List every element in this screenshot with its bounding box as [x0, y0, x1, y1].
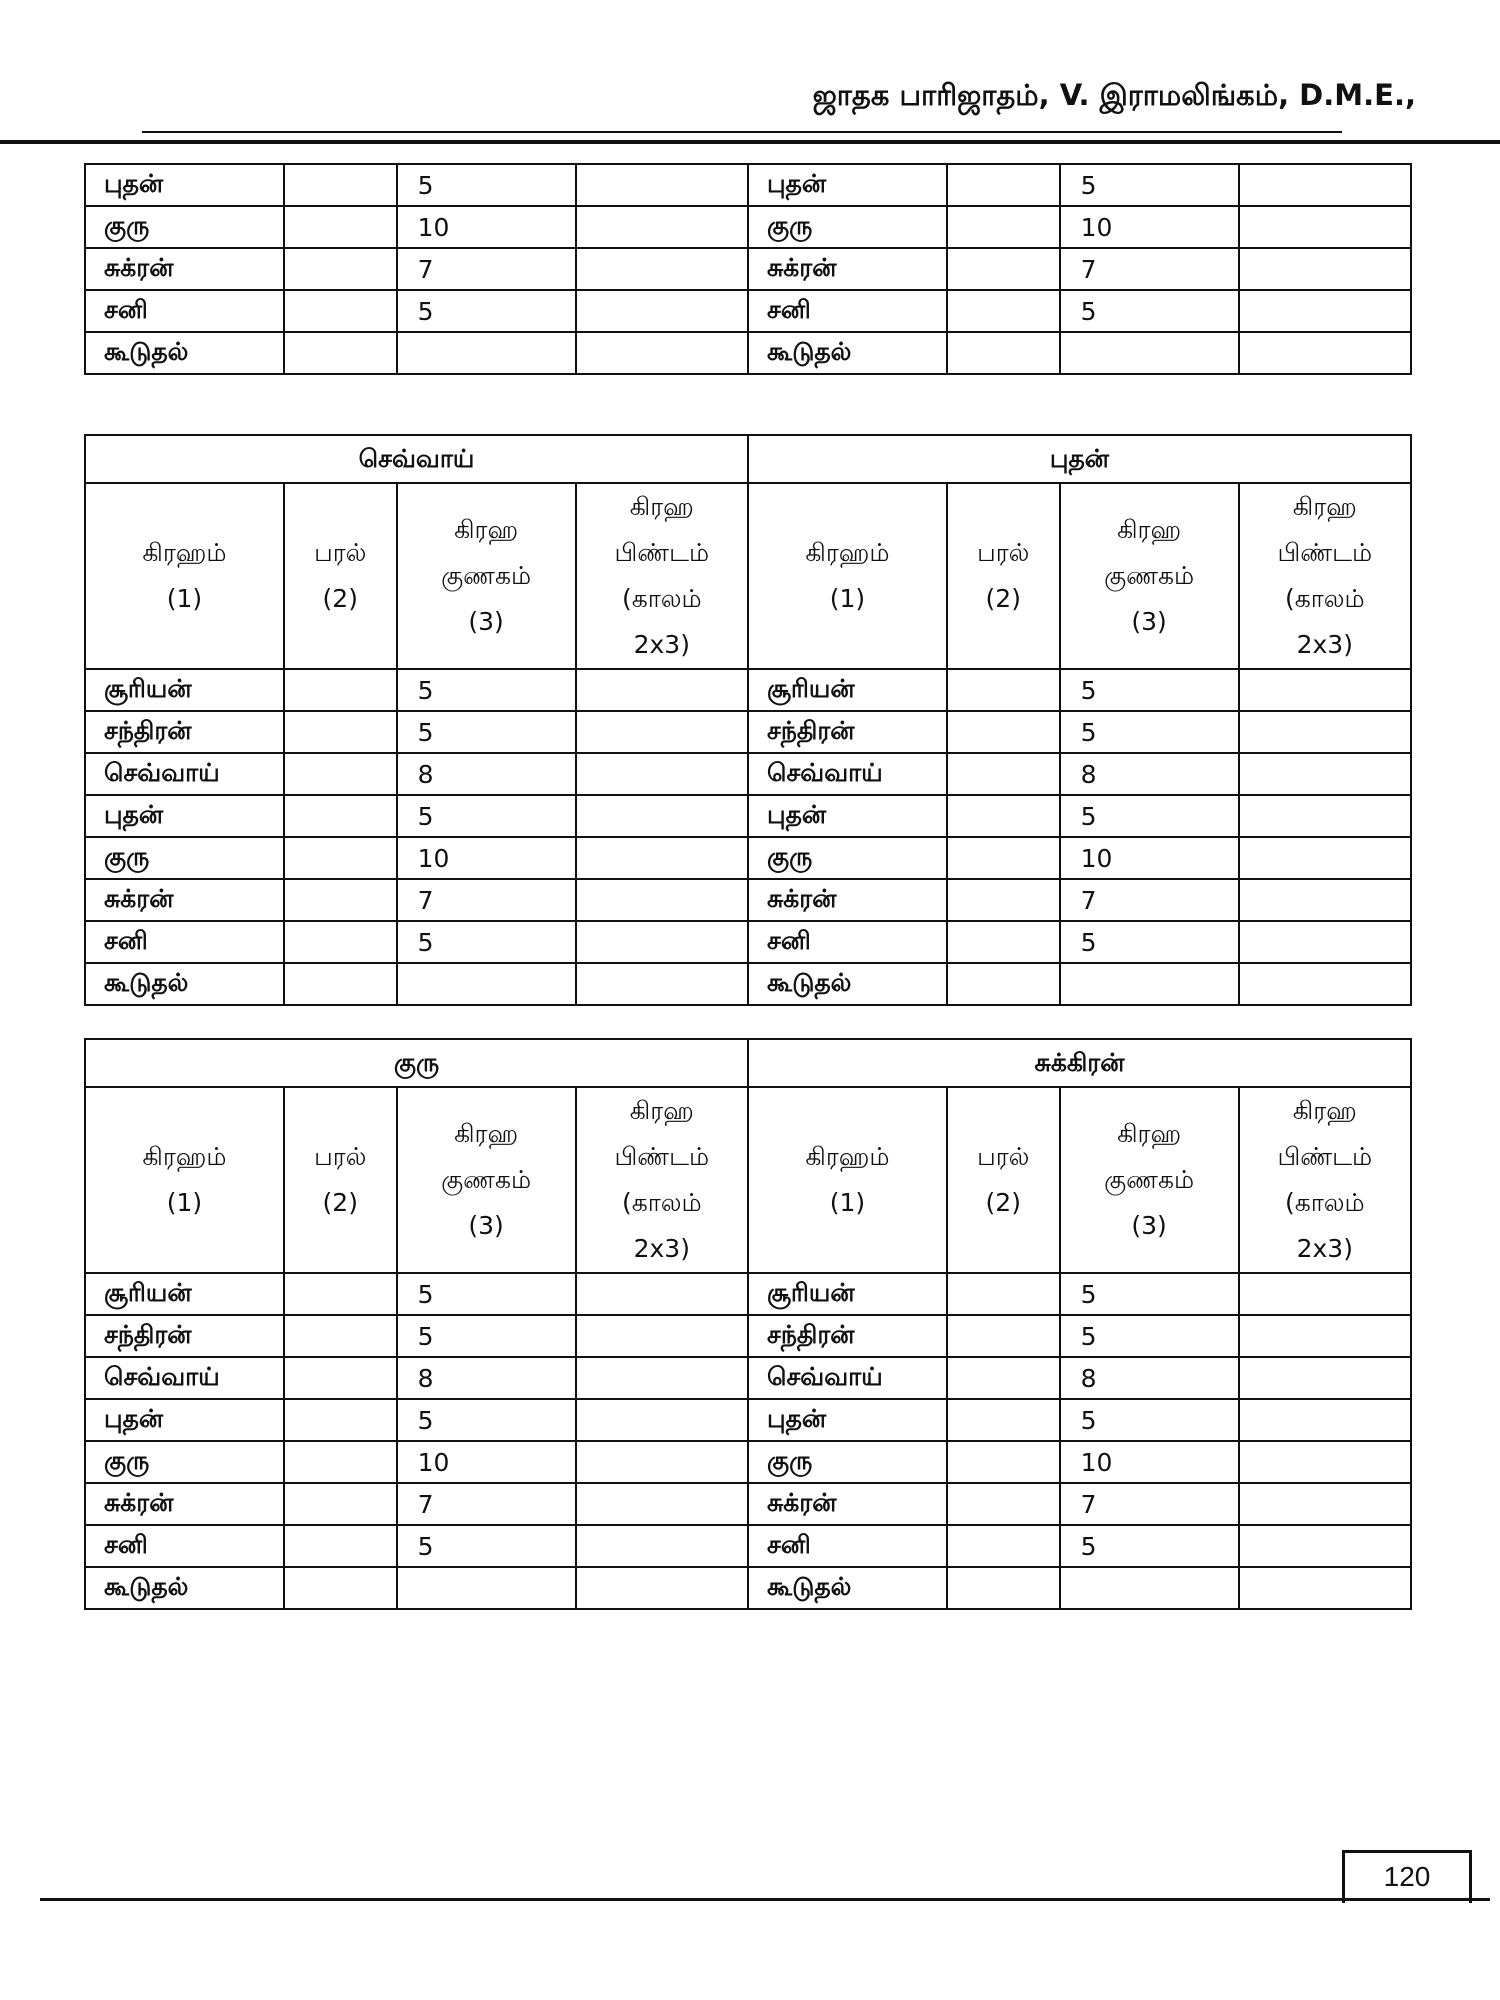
column-header-line: (3) [468, 1211, 504, 1240]
gunakam-cell: 5 [397, 1399, 576, 1441]
pindam-cell [576, 669, 748, 711]
pindam-cell [576, 248, 748, 290]
section-half-right [747, 434, 1412, 1006]
pindam-cell [576, 1315, 748, 1357]
pindam-cell [576, 795, 748, 837]
pindam-cell [576, 711, 748, 753]
gunakam-cell: 10 [397, 1441, 576, 1483]
section-table-1 [84, 434, 1412, 1006]
column-header-line: 2x3) [633, 1234, 690, 1263]
column-header-pindam [1239, 483, 1411, 669]
planet-cell: குரு [85, 206, 284, 248]
pindam-cell [576, 1525, 748, 1567]
column-header-line: குணகம் [1104, 561, 1195, 590]
planet-cell: புதன் [85, 1399, 284, 1441]
table-row [748, 1399, 1411, 1441]
pindam-cell [1239, 837, 1411, 879]
paral-cell [284, 248, 397, 290]
column-header-line: பிண்டம் [614, 538, 710, 567]
planet-cell: குரு [748, 206, 947, 248]
column-header-planet [748, 483, 947, 669]
pindam-cell [1239, 1567, 1411, 1609]
gunakam-cell: 8 [397, 1357, 576, 1399]
paral-cell [284, 963, 397, 1005]
planet-cell: செவ்வாய் [748, 1357, 947, 1399]
pindam-cell [576, 1399, 748, 1441]
column-header-line: கிரஹம் [805, 538, 890, 567]
column-header-line: கிரஹ [1292, 1096, 1357, 1125]
paral-cell [284, 1483, 397, 1525]
table-row [748, 921, 1411, 963]
header-rule-thin [142, 131, 1342, 133]
column-header-line: கிரஹ [1117, 515, 1182, 544]
pindam-cell [576, 1357, 748, 1399]
paral-cell [947, 248, 1060, 290]
table-row [85, 290, 748, 332]
column-header-line: (1) [166, 584, 203, 613]
column-header-paral [284, 1087, 397, 1273]
column-header-line: பரல் [314, 538, 367, 567]
planet-cell: சந்திரன் [85, 1315, 284, 1357]
gunakam-cell [1060, 332, 1239, 374]
column-header-line: கிரஹ [1292, 492, 1357, 521]
column-header-pindam [576, 483, 748, 669]
gunakam-cell: 7 [1060, 879, 1239, 921]
table-row [748, 164, 1411, 206]
pindam-cell [1239, 290, 1411, 332]
paral-cell [284, 206, 397, 248]
column-header-gunakam [397, 1087, 576, 1273]
table-row [85, 963, 748, 1005]
planet-cell: சனி [85, 921, 284, 963]
gunakam-cell: 5 [397, 290, 576, 332]
column-header-line: கிரஹ [454, 515, 519, 544]
pindam-cell [1239, 1441, 1411, 1483]
column-header-line: கிரஹ [1117, 1119, 1182, 1148]
planet-cell: சுக்ரன் [85, 879, 284, 921]
column-header-gunakam [1060, 483, 1239, 669]
planet-cell: குரு [85, 1441, 284, 1483]
column-header-line: (3) [468, 607, 504, 636]
table-row [85, 206, 748, 248]
column-header-pindam [576, 1087, 748, 1273]
pindam-cell [1239, 963, 1411, 1005]
planet-cell: சுக்ரன் [85, 248, 284, 290]
table-row [85, 879, 748, 921]
planet-cell: சூரியன் [85, 1273, 284, 1315]
planet-cell: செவ்வாய் [748, 753, 947, 795]
planet-cell: செவ்வாய் [85, 1357, 284, 1399]
planet-cell: சுக்ரன் [748, 248, 947, 290]
column-header-line: கிரஹம் [805, 1142, 890, 1171]
column-header-line: (காலம் [621, 1188, 702, 1217]
table-row [85, 669, 748, 711]
table-row [748, 1441, 1411, 1483]
paral-cell [947, 332, 1060, 374]
paral-cell [947, 753, 1060, 795]
pindam-cell [1239, 248, 1411, 290]
paral-cell [284, 164, 397, 206]
paral-cell [947, 1273, 1060, 1315]
table-row [85, 248, 748, 290]
pindam-cell [576, 879, 748, 921]
paral-cell [947, 921, 1060, 963]
paral-cell [284, 290, 397, 332]
planet-cell: புதன் [85, 164, 284, 206]
gunakam-cell: 5 [397, 669, 576, 711]
column-header-line: (2) [985, 1188, 1021, 1217]
gunakam-cell: 5 [1060, 921, 1239, 963]
column-header-line: பிண்டம் [1277, 1142, 1373, 1171]
gunakam-cell: 5 [397, 711, 576, 753]
column-header-line: (1) [829, 1188, 866, 1217]
top-partial-right [747, 163, 1412, 375]
table-row [85, 164, 748, 206]
paral-cell [947, 1357, 1060, 1399]
table-row [85, 332, 748, 374]
pindam-cell [1239, 164, 1411, 206]
gunakam-cell [1060, 963, 1239, 1005]
column-header-line: குணகம் [441, 561, 532, 590]
gunakam-cell: 5 [1060, 1273, 1239, 1315]
column-header-line: கிரஹம் [142, 1142, 227, 1171]
paral-cell [284, 753, 397, 795]
gunakam-cell [397, 1567, 576, 1609]
pindam-cell [1239, 795, 1411, 837]
section-title: குரு [85, 1039, 748, 1087]
gunakam-cell: 5 [1060, 1315, 1239, 1357]
column-header-line: (1) [829, 584, 866, 613]
table-row [85, 711, 748, 753]
paral-cell [284, 711, 397, 753]
gunakam-cell: 5 [1060, 1525, 1239, 1567]
table-row [85, 921, 748, 963]
gunakam-cell: 10 [1060, 837, 1239, 879]
table-row [748, 1567, 1411, 1609]
paral-cell [947, 1525, 1060, 1567]
column-header-line: (காலம் [1284, 584, 1365, 613]
table-row [748, 1483, 1411, 1525]
table-row [85, 1567, 748, 1609]
paral-cell [947, 1315, 1060, 1357]
planet-cell: சுக்ரன் [748, 1483, 947, 1525]
planet-cell: சனி [748, 921, 947, 963]
table-row [85, 1441, 748, 1483]
gunakam-cell: 5 [397, 921, 576, 963]
paral-cell [284, 669, 397, 711]
column-header-line: (2) [322, 584, 358, 613]
table-row [85, 1357, 748, 1399]
table-row [85, 1399, 748, 1441]
planet-cell: கூடுதல் [85, 963, 284, 1005]
column-header-planet [748, 1087, 947, 1273]
table-row [748, 332, 1411, 374]
column-header-paral [947, 1087, 1060, 1273]
column-header-line: (2) [985, 584, 1021, 613]
column-header-line: குணகம் [1104, 1165, 1195, 1194]
gunakam-cell [397, 332, 576, 374]
column-header-gunakam [397, 483, 576, 669]
paral-cell [947, 206, 1060, 248]
planet-cell: சந்திரன் [748, 1315, 947, 1357]
gunakam-cell: 5 [1060, 669, 1239, 711]
section-half-right [747, 1038, 1412, 1610]
gunakam-cell: 7 [1060, 248, 1239, 290]
column-header-line: (காலம் [621, 584, 702, 613]
paral-cell [284, 921, 397, 963]
planet-cell: சனி [748, 1525, 947, 1567]
paral-cell [284, 1273, 397, 1315]
footer-rule [40, 1898, 1490, 1901]
gunakam-cell: 7 [397, 879, 576, 921]
column-header-line: 2x3) [633, 630, 690, 659]
section-title: சுக்கிரன் [748, 1039, 1411, 1087]
planet-cell: கூடுதல் [748, 963, 947, 1005]
column-header-planet [85, 1087, 284, 1273]
planet-cell: சுக்ரன் [85, 1483, 284, 1525]
column-header-line: குணகம் [441, 1165, 532, 1194]
gunakam-cell: 10 [1060, 1441, 1239, 1483]
section-title: செவ்வாய் [85, 435, 748, 483]
paral-cell [947, 795, 1060, 837]
column-header-planet [85, 483, 284, 669]
table-row [748, 206, 1411, 248]
table-row [85, 753, 748, 795]
gunakam-cell: 8 [1060, 1357, 1239, 1399]
planet-cell: சனி [85, 290, 284, 332]
table-row [85, 1525, 748, 1567]
paral-cell [947, 1441, 1060, 1483]
paral-cell [284, 1399, 397, 1441]
gunakam-cell [1060, 1567, 1239, 1609]
planet-cell: குரு [748, 837, 947, 879]
planet-cell: சனி [748, 290, 947, 332]
planet-cell: சந்திரன் [85, 711, 284, 753]
pindam-cell [1239, 332, 1411, 374]
paral-cell [947, 879, 1060, 921]
column-header-line: பிண்டம் [1277, 538, 1373, 567]
paral-cell [284, 332, 397, 374]
table-row [748, 837, 1411, 879]
table-row [748, 963, 1411, 1005]
planet-cell: புதன் [748, 1399, 947, 1441]
planet-cell: குரு [85, 837, 284, 879]
table-row [748, 1357, 1411, 1399]
paral-cell [947, 837, 1060, 879]
column-header-paral [284, 483, 397, 669]
column-header-line: பிண்டம் [614, 1142, 710, 1171]
planet-cell: கூடுதல் [85, 1567, 284, 1609]
planet-cell: புதன் [748, 164, 947, 206]
paral-cell [284, 1567, 397, 1609]
column-header-line: கிரஹம் [142, 538, 227, 567]
section-title: புதன் [748, 435, 1411, 483]
column-header-line: கிரஹ [629, 1096, 694, 1125]
gunakam-cell: 7 [397, 1483, 576, 1525]
pindam-cell [576, 1483, 748, 1525]
column-header-line: (3) [1131, 1211, 1167, 1240]
gunakam-cell: 5 [397, 1525, 576, 1567]
pindam-cell [576, 921, 748, 963]
pindam-cell [1239, 1273, 1411, 1315]
gunakam-cell: 5 [397, 795, 576, 837]
gunakam-cell: 8 [397, 753, 576, 795]
pindam-cell [1239, 1399, 1411, 1441]
paral-cell [284, 1525, 397, 1567]
pindam-cell [576, 206, 748, 248]
pindam-cell [1239, 879, 1411, 921]
table-row [748, 248, 1411, 290]
section-table-2 [84, 1038, 1412, 1610]
paral-cell [947, 963, 1060, 1005]
pindam-cell [576, 837, 748, 879]
planet-cell: சூரியன் [748, 669, 947, 711]
gunakam-cell: 10 [397, 837, 576, 879]
column-header-pindam [1239, 1087, 1411, 1273]
column-header-line: 2x3) [1296, 1234, 1353, 1263]
gunakam-cell [397, 963, 576, 1005]
column-header-line: (3) [1131, 607, 1167, 636]
gunakam-cell: 10 [1060, 206, 1239, 248]
planet-cell: சந்திரன் [748, 711, 947, 753]
column-header-line: பரல் [314, 1142, 367, 1171]
pindam-cell [576, 290, 748, 332]
pindam-cell [576, 1273, 748, 1315]
gunakam-cell: 8 [1060, 753, 1239, 795]
pindam-cell [1239, 711, 1411, 753]
pindam-cell [576, 963, 748, 1005]
column-header-paral [947, 483, 1060, 669]
planet-cell: சனி [85, 1525, 284, 1567]
column-header-line: (1) [166, 1188, 203, 1217]
column-header-gunakam [1060, 1087, 1239, 1273]
pindam-cell [576, 332, 748, 374]
section-half-left [84, 434, 749, 1006]
paral-cell [947, 290, 1060, 332]
table-row [748, 290, 1411, 332]
table-row [85, 1483, 748, 1525]
pindam-cell [1239, 753, 1411, 795]
table-row [85, 795, 748, 837]
table-row [748, 879, 1411, 921]
pindam-cell [576, 164, 748, 206]
planet-cell: கூடுதல் [748, 332, 947, 374]
planet-cell: புதன் [748, 795, 947, 837]
section-half-left [84, 1038, 749, 1610]
paral-cell [284, 1357, 397, 1399]
table-row [748, 711, 1411, 753]
table-row [748, 1273, 1411, 1315]
planet-cell: சூரியன் [748, 1273, 947, 1315]
gunakam-cell: 7 [1060, 1483, 1239, 1525]
page-number: 120 [1342, 1850, 1472, 1903]
column-header-line: பரல் [977, 1142, 1030, 1171]
pindam-cell [576, 1441, 748, 1483]
gunakam-cell: 10 [397, 206, 576, 248]
table-row [748, 795, 1411, 837]
pindam-cell [1239, 206, 1411, 248]
gunakam-cell: 5 [1060, 1399, 1239, 1441]
top-partial-left [84, 163, 749, 375]
gunakam-cell: 5 [1060, 290, 1239, 332]
pindam-cell [1239, 1483, 1411, 1525]
gunakam-cell: 5 [397, 164, 576, 206]
table-row [85, 1315, 748, 1357]
table-row [85, 837, 748, 879]
column-header-line: பரல் [977, 538, 1030, 567]
paral-cell [947, 164, 1060, 206]
column-header-line: (2) [322, 1188, 358, 1217]
pindam-cell [576, 753, 748, 795]
gunakam-cell: 5 [397, 1315, 576, 1357]
planet-cell: செவ்வாய் [85, 753, 284, 795]
table-row [85, 1273, 748, 1315]
planet-cell: கூடுதல் [748, 1567, 947, 1609]
gunakam-cell: 5 [1060, 711, 1239, 753]
planet-cell: சூரியன் [85, 669, 284, 711]
paral-cell [947, 1567, 1060, 1609]
planet-cell: குரு [748, 1441, 947, 1483]
paral-cell [947, 1399, 1060, 1441]
pindam-cell [1239, 669, 1411, 711]
table-row [748, 1525, 1411, 1567]
pindam-cell [1239, 1357, 1411, 1399]
column-header-line: 2x3) [1296, 630, 1353, 659]
paral-cell [284, 879, 397, 921]
top-partial-table [84, 163, 1412, 375]
pindam-cell [576, 1567, 748, 1609]
header-rule-thick [0, 140, 1500, 144]
gunakam-cell: 5 [397, 1273, 576, 1315]
gunakam-cell: 7 [397, 248, 576, 290]
pindam-cell [1239, 1525, 1411, 1567]
paral-cell [284, 795, 397, 837]
planet-cell: கூடுதல் [85, 332, 284, 374]
table-row [748, 753, 1411, 795]
column-header-line: கிரஹ [454, 1119, 519, 1148]
gunakam-cell: 5 [1060, 795, 1239, 837]
paral-cell [284, 1315, 397, 1357]
column-header-line: (காலம் [1284, 1188, 1365, 1217]
column-header-line: கிரஹ [629, 492, 694, 521]
pindam-cell [1239, 1315, 1411, 1357]
paral-cell [284, 837, 397, 879]
paral-cell [947, 1483, 1060, 1525]
table-row [748, 669, 1411, 711]
paral-cell [947, 711, 1060, 753]
gunakam-cell: 5 [1060, 164, 1239, 206]
table-row [748, 1315, 1411, 1357]
planet-cell: சுக்ரன் [748, 879, 947, 921]
paral-cell [947, 669, 1060, 711]
page-header-title: ஜாதக பாரிஜாதம், V. இராமலிங்கம், D.M.E., [812, 78, 1416, 112]
pindam-cell [1239, 921, 1411, 963]
planet-cell: புதன் [85, 795, 284, 837]
paral-cell [284, 1441, 397, 1483]
